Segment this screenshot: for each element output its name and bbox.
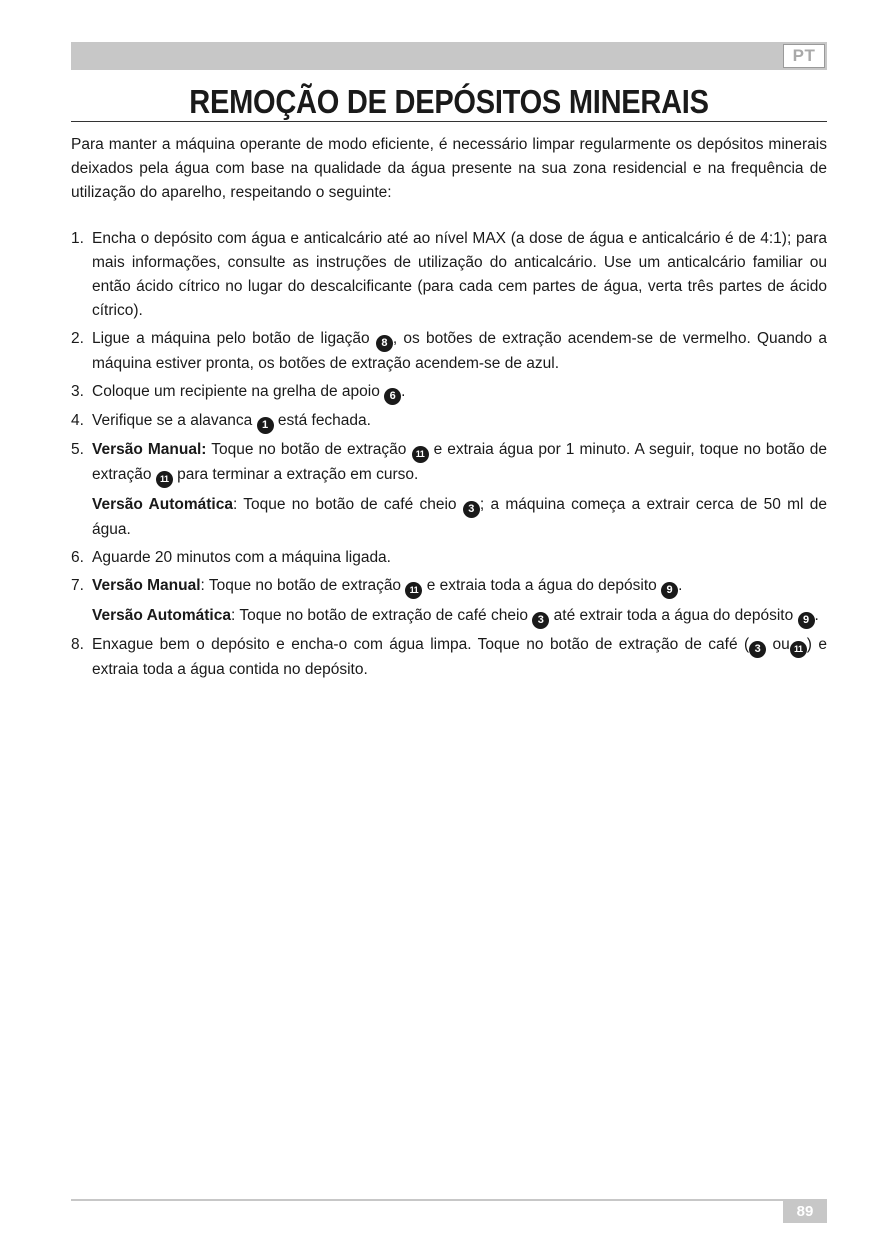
step-text: , os botões de extração acendem-se de vermelho. Quando a máquina estiver pronta, os botões de extração acendem-se de azul. xyxy=(92,330,827,372)
step-text: ou xyxy=(772,636,790,653)
step-text: e extraia toda a água do depósito xyxy=(426,577,657,594)
step-number: 3. xyxy=(71,383,84,400)
step-text: : Toque no botão de extração de café cheio xyxy=(230,607,529,624)
component-ref-3: 3 xyxy=(532,612,549,629)
component-ref-3: 3 xyxy=(749,641,766,658)
header-bar xyxy=(71,42,827,70)
page-number: 89 xyxy=(783,1200,827,1223)
automatic-version-label: Versão Automática xyxy=(92,607,231,624)
component-ref-11: 11 xyxy=(405,582,422,599)
document-body xyxy=(71,133,827,686)
step-number: 1. xyxy=(71,230,84,247)
footer-divider xyxy=(71,1199,827,1201)
automatic-version-line xyxy=(92,604,827,629)
step-text: ) e extraia toda a água contida no depósito. xyxy=(92,636,827,678)
manual-version-label: Versão Manual: xyxy=(92,441,207,458)
step-number: 7. xyxy=(71,577,84,594)
component-ref-1: 1 xyxy=(257,417,274,434)
step-text: . xyxy=(678,577,683,594)
manual-version-label: Versão Manual xyxy=(92,577,201,594)
list-item xyxy=(71,546,827,570)
list-item xyxy=(71,633,827,682)
component-ref-6: 6 xyxy=(384,388,401,405)
step-text: está fechada. xyxy=(277,412,371,429)
automatic-version-label: Versão Automática xyxy=(92,496,233,513)
title-divider xyxy=(71,121,827,122)
step-text: ; a máquina começa a extrair cerca de 50 ml de água. xyxy=(92,496,828,538)
automatic-version-line xyxy=(92,493,827,542)
page-title: REMOÇÃO DE DEPÓSITOS MINERAIS xyxy=(189,83,709,120)
steps-list xyxy=(71,227,827,682)
step-text: Ligue a máquina pelo botão de ligação xyxy=(92,330,370,347)
language-badge: PT xyxy=(783,44,825,68)
component-ref-9: 9 xyxy=(661,582,678,599)
step-text: Toque no botão de extração xyxy=(211,441,407,458)
step-text: Enxague bem o depósito e encha-o com água limpa. Toque no botão de extração de café ( xyxy=(92,636,750,653)
step-text: : Toque no botão de extração xyxy=(200,577,402,594)
component-ref-8: 8 xyxy=(376,335,393,352)
component-ref-11: 11 xyxy=(156,471,173,488)
step-number: 4. xyxy=(71,412,84,429)
manual-version-line xyxy=(92,574,827,599)
step-text: e extraia água por 1 minuto. A seguir, toque no botão de extração xyxy=(92,441,828,483)
step-text: Encha o depósito com água e anticalcário até ao nível MAX (a dose de água e anticalcário é de 4:1); para mais informações, consulte as instruções de utilização do anticalcário. Use um anticalcário familiar ou então ácido cítrico no lugar do descalcificante (para cada cem partes de água, verta três partes de ácido cítrico). xyxy=(92,230,827,319)
component-ref-11: 11 xyxy=(412,446,429,463)
list-item xyxy=(71,438,827,542)
step-number: 2. xyxy=(71,330,84,347)
list-item xyxy=(71,409,827,434)
list-item xyxy=(71,327,827,376)
step-number: 8. xyxy=(71,636,84,653)
step-text: até extrair toda a água do depósito xyxy=(553,607,794,624)
step-number: 6. xyxy=(71,549,84,566)
step-number: 5. xyxy=(71,441,84,458)
step-text: : Toque no botão de café cheio xyxy=(232,496,457,513)
step-text: Coloque um recipiente na grelha de apoio xyxy=(92,383,380,400)
intro-paragraph: Para manter a máquina operante de modo eficiente, é necessário limpar regularmente os depósitos minerais deixados pela água com base na qualidade da água presente na sua zona residencial e na frequência de utilização do aparelho, respeitando o seguinte: xyxy=(71,136,827,201)
step-text: para terminar a extração em curso. xyxy=(177,466,419,483)
list-item xyxy=(71,227,827,323)
step-text: . xyxy=(814,607,819,624)
step-text: . xyxy=(401,383,406,400)
component-ref-3: 3 xyxy=(463,501,480,518)
list-item xyxy=(71,574,827,629)
component-ref-11: 11 xyxy=(790,641,807,658)
list-item xyxy=(71,380,827,405)
step-text: Aguarde 20 minutos com a máquina ligada. xyxy=(92,549,391,566)
manual-version-line xyxy=(92,438,827,488)
component-ref-9: 9 xyxy=(798,612,815,629)
step-text: Verifique se a alavanca xyxy=(92,412,253,429)
